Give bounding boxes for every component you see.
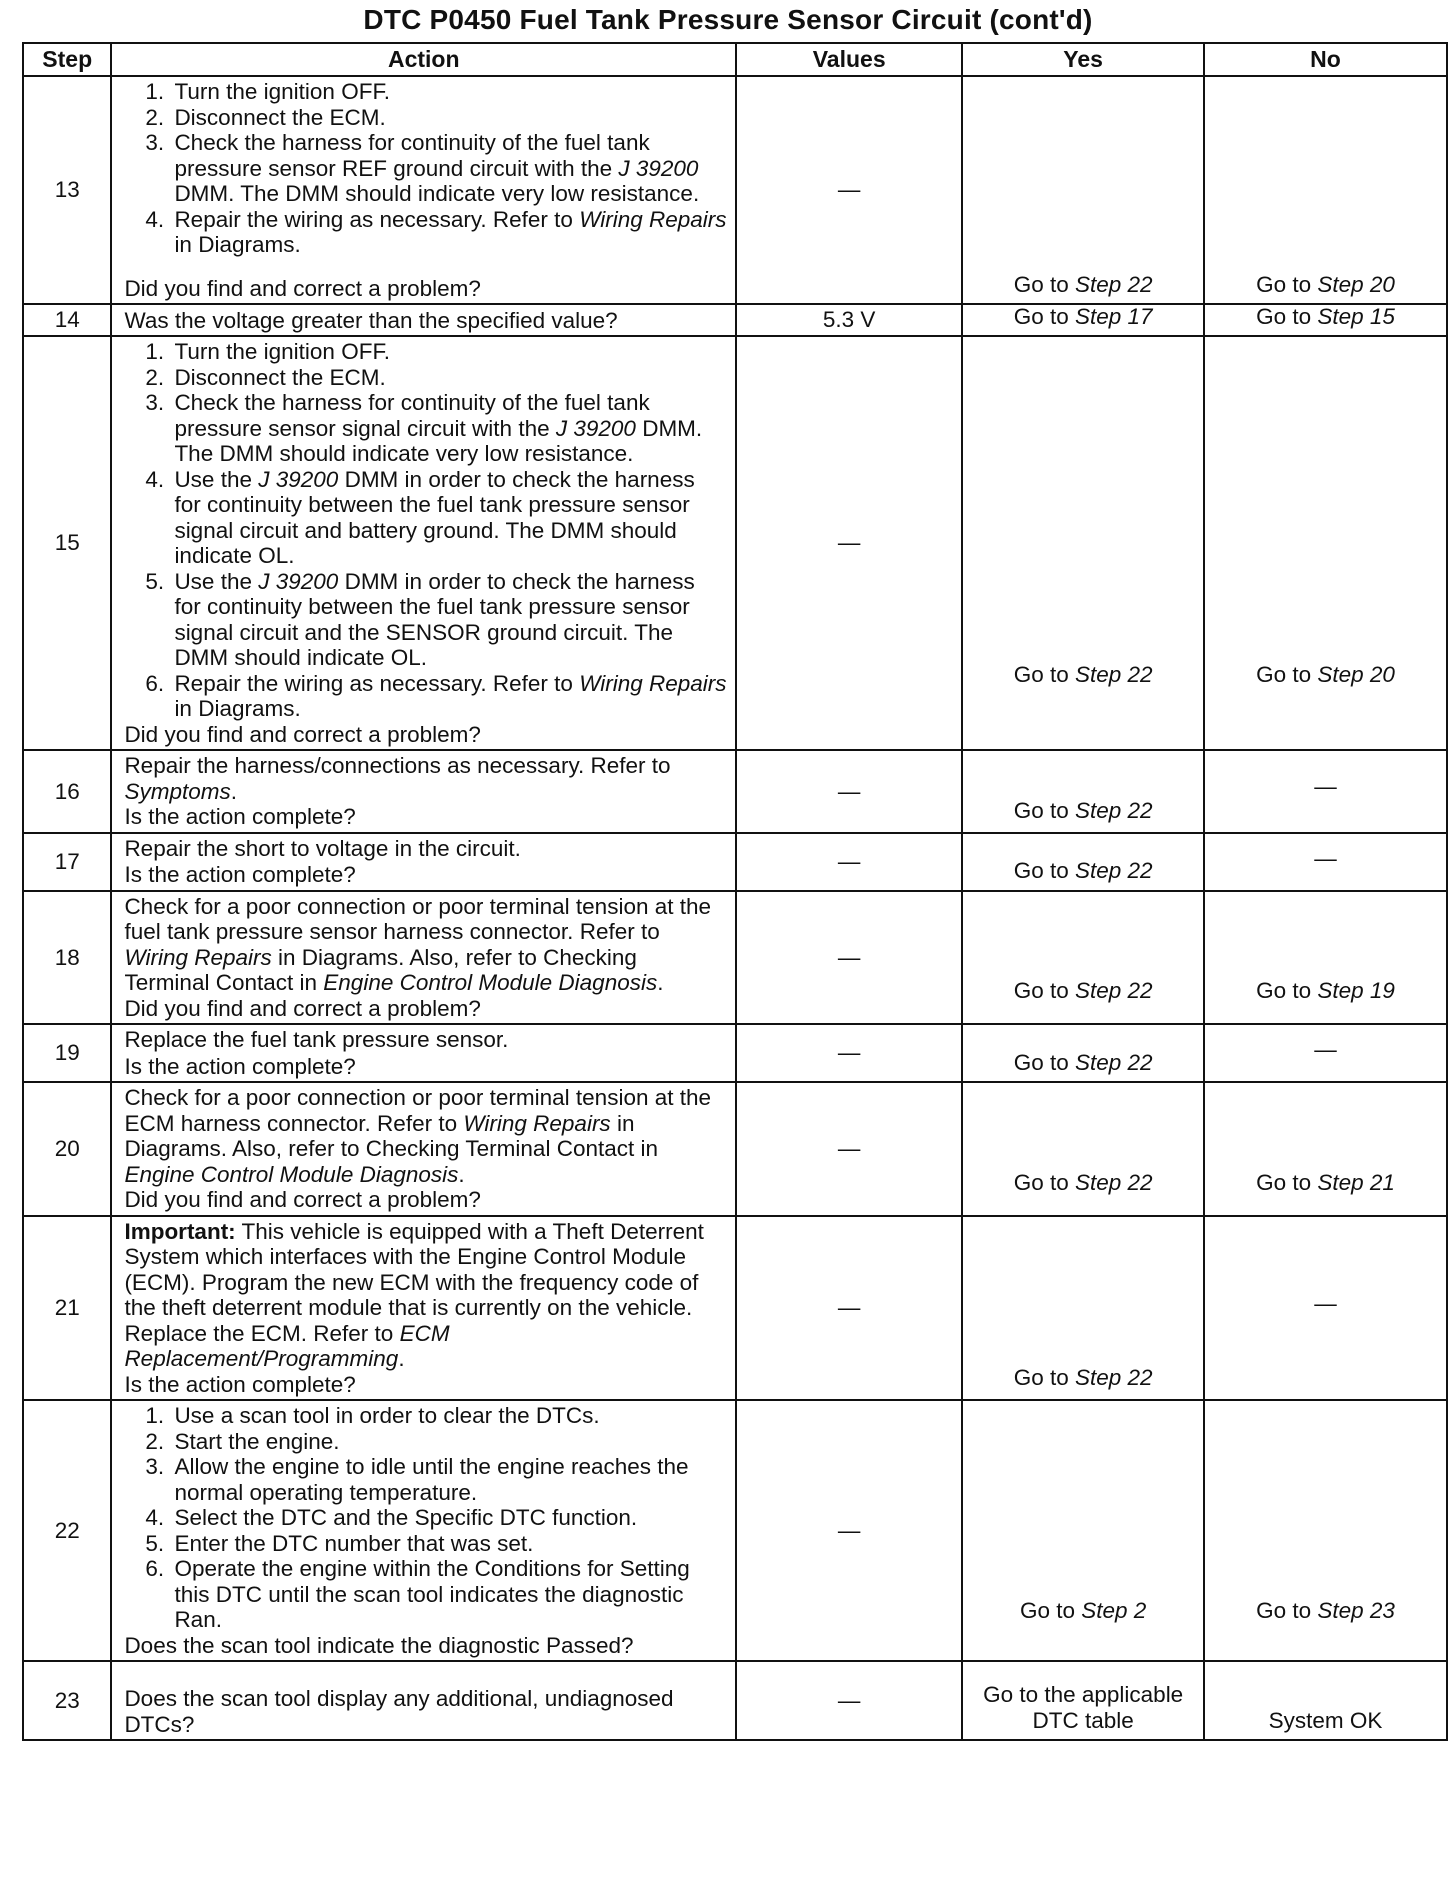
yes-result [963, 1217, 1203, 1393]
no-result-text: Go to [1256, 1597, 1318, 1623]
no-cell [1204, 1216, 1447, 1401]
no-result-text: Go to [1256, 978, 1318, 1003]
yes-result-text [1014, 1170, 1153, 1196]
no-result [1205, 337, 1446, 689]
header-no: No [1204, 43, 1447, 76]
action-text [124, 894, 727, 996]
step-number: 18 [23, 891, 111, 1025]
action-text: Repair the short to voltage in the circuit. [124, 835, 521, 861]
values-cell: — [736, 1082, 962, 1216]
procedure-step-text: DMM in order to check the harness for continuity between the fuel tank pressure sensor signal circuit and the SENSOR ground circuit. The DMM should indicate OL. [174, 568, 695, 670]
step-number: 20 [23, 1082, 111, 1216]
header-step: Step [23, 43, 111, 76]
yes-result-text: Go to [1013, 303, 1075, 329]
no-cell [1204, 1024, 1447, 1082]
no-result [1205, 834, 1446, 886]
table-row [23, 1024, 1447, 1082]
values-cell: — [736, 833, 962, 891]
no-result-text: Go to [1256, 303, 1318, 329]
values-cell: — [736, 750, 962, 833]
action-content [124, 1219, 727, 1398]
yes-cell [962, 1082, 1204, 1216]
no-result-emphasis: Step 20 [1317, 271, 1395, 297]
no-result [1205, 1662, 1446, 1735]
yes-result-emphasis: Step 22 [1074, 1365, 1153, 1390]
important-note [124, 1219, 727, 1321]
action-cell [111, 750, 736, 833]
yes-result-text [1014, 272, 1153, 298]
action-text: . [398, 1346, 405, 1371]
action-content [124, 1027, 727, 1079]
procedure-step-emphasis: J 39200 [618, 155, 699, 181]
step-number: 17 [23, 833, 111, 891]
procedure-step [170, 569, 727, 671]
no-cell [1204, 750, 1447, 833]
procedure-step-emphasis: J 39200 [555, 415, 636, 441]
table-row [23, 750, 1447, 833]
yes-result-emphasis: Step 17 [1074, 303, 1153, 329]
action-content [124, 79, 727, 301]
yes-cell [962, 891, 1204, 1025]
values-cell: — [736, 1661, 962, 1740]
yes-cell [962, 1216, 1204, 1401]
procedure-step-text: Use the [174, 568, 259, 594]
procedure-step: 1. Turn the ignition OFF. [170, 79, 727, 105]
action-body [124, 753, 727, 804]
yes-result-text: Go to [1013, 1169, 1075, 1195]
procedure-step-text: Check the harness for continuity of the fuel tank pressure sensor signal circuit with the [174, 390, 650, 441]
procedure-step-text: DMM. The DMM should indicate very low resistance. [174, 415, 703, 466]
procedure-step: 4. Select the DTC and the Specific DTC function. [170, 1505, 727, 1531]
yes-result [963, 305, 1203, 331]
table-header-row [23, 43, 1447, 76]
action-text: Check for a poor connection or poor terminal tension at the ECM harness connector. Refer to [124, 1085, 712, 1136]
action-body [124, 339, 727, 722]
table-row [23, 1400, 1447, 1661]
action-content [124, 307, 727, 333]
action-text [124, 1321, 727, 1372]
no-cell [1204, 1400, 1447, 1661]
action-content [124, 836, 727, 888]
no-cell [1204, 891, 1447, 1025]
table-row [23, 1216, 1447, 1401]
table-row [23, 891, 1447, 1025]
yes-result-text: Go to [1013, 661, 1075, 687]
action-content [124, 894, 727, 1022]
step-number: 13 [23, 76, 111, 304]
procedure-step: 1. Turn the ignition OFF. [170, 339, 727, 365]
action-question: Did you find and correct a problem? [124, 721, 481, 747]
values-cell: — [736, 1216, 962, 1401]
no-result [1205, 751, 1446, 825]
yes-result-text: Go to the applicable DTC table [983, 1682, 1184, 1733]
action-text: Repair the harness/connections as necessary. Refer to [124, 753, 671, 778]
yes-result [963, 834, 1203, 886]
no-result-text: Go to [1256, 271, 1318, 297]
yes-result [963, 1401, 1203, 1625]
important-text: This vehicle is equipped with a Theft Deterrent System which interfaces with the Engine Control Module (ECM). Program the new ECM with the frequency code of the theft deterrent module that is currently on the vehicle. [124, 1218, 704, 1320]
yes-result [963, 751, 1203, 825]
yes-result [963, 1025, 1203, 1077]
procedure-step: 6. Operate the engine within the Conditions for Setting this DTC until the scan tool indicates the diagnostic Ran. [170, 1556, 727, 1633]
dtc-table [22, 42, 1448, 1741]
action-body [124, 1403, 727, 1633]
no-result-text [1256, 272, 1395, 298]
important-label: Important: [124, 1218, 236, 1244]
procedure-step: 5. Enter the DTC number that was set. [170, 1531, 727, 1557]
action-body [124, 894, 727, 996]
no-result [1205, 77, 1446, 299]
yes-result [963, 892, 1203, 1006]
action-text [124, 753, 727, 804]
action-question: Does the scan tool indicate the diagnostic Passed? [124, 1632, 634, 1658]
yes-result-emphasis: Step 22 [1074, 858, 1153, 883]
yes-result-text: Go to [1013, 858, 1075, 883]
action-question: Is the action complete? [124, 862, 356, 887]
values-cell: — [736, 1400, 962, 1661]
action-body [124, 1085, 727, 1187]
action-question: Is the action complete? [124, 1053, 356, 1079]
action-cell [111, 304, 736, 336]
yes-result-text [1014, 304, 1153, 330]
action-text [124, 1085, 727, 1187]
step-number: 19 [23, 1024, 111, 1082]
action-emphasis: Symptoms [124, 778, 231, 804]
yes-result-text [1014, 1050, 1153, 1076]
procedure-step [170, 390, 727, 467]
action-content [124, 1664, 727, 1737]
action-text: Replace the fuel tank pressure sensor. [124, 1027, 509, 1052]
action-question: Did you find and correct a problem? [124, 275, 481, 301]
action-cell [111, 1661, 736, 1740]
procedure-list [124, 79, 727, 258]
procedure-step: 2. Disconnect the ECM. [170, 105, 727, 131]
action-content [124, 1403, 727, 1658]
step-number: 16 [23, 750, 111, 833]
no-result-text [1256, 978, 1395, 1004]
action-text: . [230, 778, 237, 804]
yes-result-text [1020, 1598, 1146, 1624]
header-yes: Yes [962, 43, 1204, 76]
procedure-step: 2. Start the engine. [170, 1429, 727, 1455]
no-result-emphasis: Step 23 [1317, 1597, 1395, 1623]
action-body [124, 79, 727, 258]
no-result-emphasis: Step 15 [1317, 303, 1395, 329]
action-text: Check for a poor connection or poor terminal tension at the fuel tank pressure sensor harness connector. Refer to [124, 893, 712, 944]
yes-result [963, 337, 1203, 689]
yes-result-text [1014, 858, 1153, 884]
no-result-text: — [1314, 845, 1337, 871]
no-result-text [1256, 304, 1395, 330]
procedure-step [170, 207, 727, 258]
step-number: 14 [23, 304, 111, 336]
action-cell [111, 1216, 736, 1401]
action-text: . [657, 970, 664, 995]
yes-result-text [1014, 1365, 1153, 1391]
yes-cell [962, 1024, 1204, 1082]
yes-result-text: Go to [1013, 1365, 1075, 1390]
values-cell: — [736, 1024, 962, 1082]
action-question: Is the action complete? [124, 804, 356, 829]
yes-result-text: Go to [1013, 1049, 1075, 1075]
yes-cell [962, 1661, 1204, 1740]
yes-cell [962, 750, 1204, 833]
yes-cell [962, 833, 1204, 891]
yes-result-text [1014, 662, 1153, 688]
yes-result-emphasis: Step 22 [1074, 797, 1153, 823]
yes-result-emphasis: Step 22 [1074, 978, 1153, 1003]
yes-result-text [1014, 978, 1153, 1004]
procedure-step-emphasis: Wiring Repairs [579, 670, 727, 696]
yes-result-text [1014, 798, 1153, 824]
procedure-step [170, 130, 727, 207]
action-emphasis: Engine Control Module Diagnosis [124, 1161, 459, 1187]
yes-result-emphasis: Step 2 [1081, 1597, 1147, 1623]
procedure-step-emphasis: J 39200 [258, 466, 339, 492]
table-row [23, 1082, 1447, 1216]
yes-result [963, 77, 1203, 299]
procedure-step-text: DMM. The DMM should indicate very low resistance. [174, 181, 700, 206]
table-row [23, 336, 1447, 750]
procedure-step: 2. Disconnect the ECM. [170, 365, 727, 391]
no-cell [1204, 1661, 1447, 1740]
action-content [124, 753, 727, 830]
action-body [124, 1219, 727, 1372]
procedure-step: 3. Allow the engine to idle until the engine reaches the normal operating temperature. [170, 1454, 727, 1505]
no-result [1205, 1025, 1446, 1077]
action-content [124, 1085, 727, 1213]
action-content [124, 339, 727, 747]
yes-result [963, 1662, 1203, 1735]
action-cell [111, 1400, 736, 1661]
no-result-text [1256, 662, 1395, 688]
action-question: Is the action complete? [124, 1371, 356, 1397]
action-cell [111, 76, 736, 304]
action-text: in Diagrams. Also, refer to Checking Terminal Contact in [124, 944, 637, 995]
action-emphasis: Wiring Repairs [463, 1110, 611, 1136]
no-result [1205, 1401, 1446, 1625]
yes-cell [962, 304, 1204, 336]
yes-result-text: Go to [1013, 271, 1075, 297]
yes-cell [962, 1400, 1204, 1661]
no-result [1205, 305, 1446, 331]
procedure-step-text: Repair the wiring as necessary. Refer to [174, 670, 580, 696]
no-result-text: — [1314, 774, 1337, 800]
header-action: Action [111, 43, 736, 76]
no-result [1205, 1083, 1446, 1197]
action-emphasis: ECM Replacement/Programming [124, 1320, 450, 1371]
procedure-list [124, 1403, 727, 1633]
no-cell [1204, 304, 1447, 336]
table-row [23, 1661, 1447, 1740]
no-result-emphasis: Step 19 [1317, 978, 1395, 1003]
yes-result-emphasis: Step 22 [1074, 1049, 1153, 1075]
action-text: in Diagrams. Also, refer to Checking Terminal Contact in [124, 1110, 658, 1161]
no-result-text: Go to [1256, 1169, 1318, 1195]
step-number: 23 [23, 1661, 111, 1740]
step-number: 15 [23, 336, 111, 750]
table-row [23, 833, 1447, 891]
no-result-emphasis: Step 21 [1317, 1169, 1395, 1195]
no-result-emphasis: Step 20 [1317, 661, 1395, 687]
procedure-step-text: in Diagrams. [174, 232, 301, 257]
values-cell: 5.3 V [736, 304, 962, 336]
no-result [1205, 892, 1446, 1006]
action-question: Was the voltage greater than the specified value? [124, 307, 618, 333]
yes-result-emphasis: Step 22 [1074, 271, 1153, 297]
header-values: Values [736, 43, 962, 76]
procedure-step-text: Use the [174, 466, 259, 492]
procedure-step-emphasis: Wiring Repairs [579, 206, 727, 232]
yes-cell [962, 76, 1204, 304]
yes-result-text: Go to [1013, 978, 1075, 1003]
no-result-text: — [1314, 1037, 1337, 1063]
yes-result-emphasis: Step 22 [1074, 1169, 1153, 1195]
procedure-step-text: Check the harness for continuity of the fuel tank pressure sensor REF ground circuit with the [174, 130, 650, 181]
yes-result-emphasis: Step 22 [1074, 661, 1153, 687]
action-text: Replace the ECM. Refer to [124, 1320, 400, 1346]
step-number: 22 [23, 1400, 111, 1661]
procedure-step-emphasis: J 39200 [258, 568, 339, 594]
no-result-text [1256, 1170, 1395, 1196]
yes-result [963, 1083, 1203, 1197]
values-cell: — [736, 76, 962, 304]
action-emphasis: Wiring Repairs [124, 944, 272, 970]
no-result [1205, 1217, 1446, 1393]
action-cell [111, 891, 736, 1025]
action-body [124, 1027, 727, 1053]
action-cell [111, 833, 736, 891]
no-result-text: — [1314, 1290, 1337, 1316]
yes-result-text: Go to [1013, 797, 1075, 823]
procedure-list [124, 339, 727, 722]
procedure-step-text: Repair the wiring as necessary. Refer to [174, 206, 580, 232]
procedure-step: 1. Use a scan tool in order to clear the DTCs. [170, 1403, 727, 1429]
procedure-step-text: in Diagrams. [174, 696, 301, 721]
no-cell [1204, 336, 1447, 750]
action-question: Did you find and correct a problem? [124, 995, 481, 1021]
action-cell [111, 1024, 736, 1082]
no-result-text: System OK [1268, 1707, 1383, 1733]
values-cell: — [736, 336, 962, 750]
action-text: . [458, 1161, 465, 1187]
procedure-step [170, 467, 727, 569]
action-emphasis: Engine Control Module Diagnosis [323, 970, 658, 995]
action-cell [111, 1082, 736, 1216]
procedure-step [170, 671, 727, 722]
values-cell: — [736, 891, 962, 1025]
no-cell [1204, 1082, 1447, 1216]
yes-result-text: Go to [1019, 1597, 1082, 1623]
table-row [23, 76, 1447, 304]
yes-cell [962, 336, 1204, 750]
no-cell [1204, 76, 1447, 304]
no-result-text: Go to [1256, 661, 1318, 687]
action-cell [111, 336, 736, 750]
procedure-step-text: DMM in order to check the harness for continuity between the fuel tank pressure sensor signal circuit and battery ground. The DMM should indicate OL. [174, 466, 695, 568]
table-row [23, 304, 1447, 336]
no-cell [1204, 833, 1447, 891]
step-number: 21 [23, 1216, 111, 1401]
no-result-text [1256, 1598, 1395, 1624]
action-question: Does the scan tool display any additional, undiagnosed DTCs? [124, 1686, 674, 1737]
page-title: DTC P0450 Fuel Tank Pressure Sensor Circuit (cont'd) [363, 4, 1093, 35]
action-body [124, 836, 727, 862]
action-question: Did you find and correct a problem? [124, 1187, 481, 1212]
